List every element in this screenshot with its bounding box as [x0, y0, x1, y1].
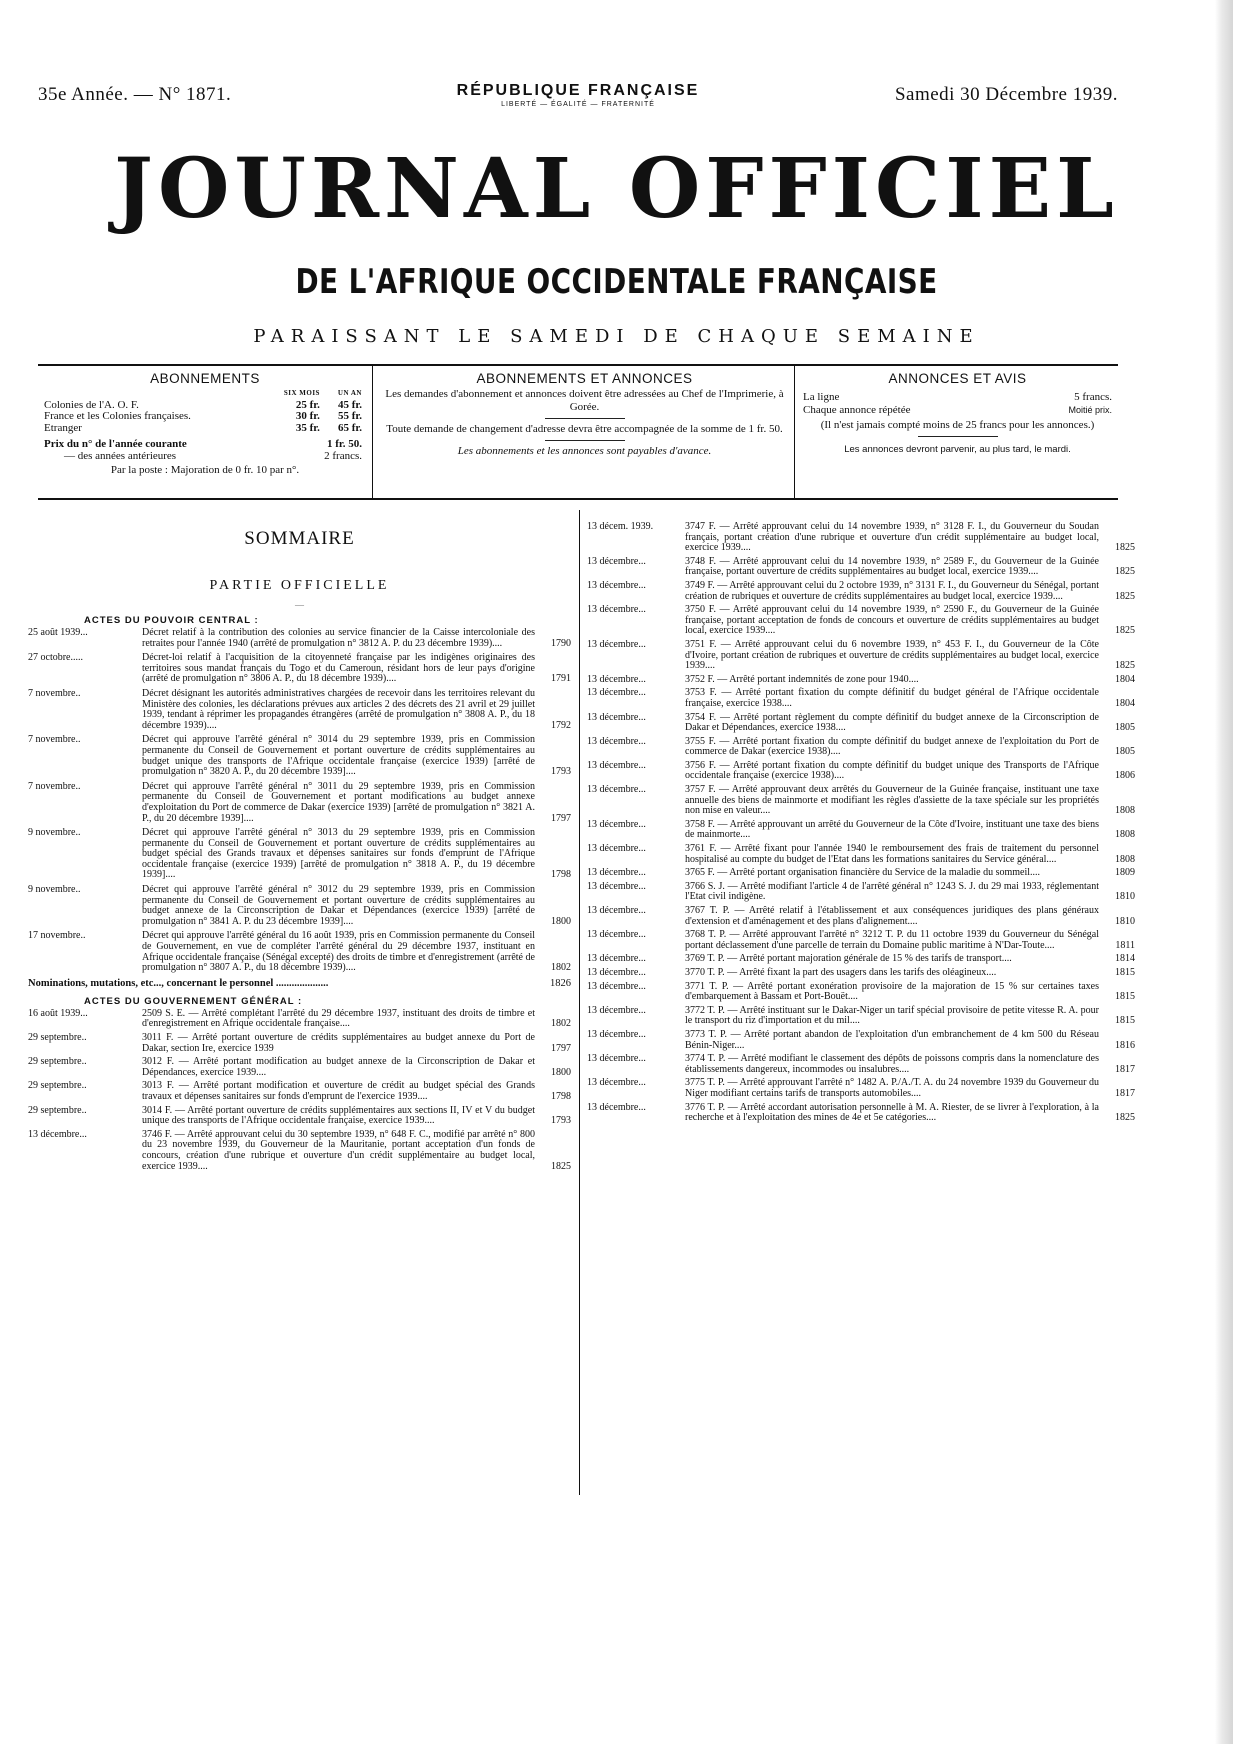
sommaire-entry	[587, 1030, 1135, 1051]
abo-row: Etranger 35 fr. 65 fr.	[44, 421, 362, 434]
abo-annonces-address: Les demandes d'abonnement et annonces doivent être adressées au Chef de l'Imprimerie, à Gorée.	[385, 388, 784, 413]
sommaire-entry	[587, 868, 1135, 879]
entry-page: 1825	[1115, 566, 1135, 578]
entry-text: Décret-loi relatif à l'acquisition de la citoyenneté française par les indigènes originaires des territoires sous mandat français du Togo et du Cameroun, résidant hors de leur pays d'origine (arrêté de promulgation n° 3806 A. P., du 18 décembre 1939)....	[142, 652, 535, 685]
entry-page: 1810	[1115, 891, 1135, 903]
annonces-avis-box	[797, 366, 1118, 498]
entry-text: 2509 S. E. — Arrêté complétant l'arrêté du 29 décembre 1937, instituant des droits de timbre et d'enregistrement en Afrique occidentale française....	[142, 1007, 535, 1030]
entry-date: 29 septembre..	[28, 1080, 87, 1092]
sommaire-title: SOMMAIRE	[244, 528, 355, 549]
entry-text: 3761 F. — Arrêté fixant pour l'année 1940 le remboursement des frais de traitement du personnel hospitalisé au compte du budget de l'Etat dans les formations sanitaires du Service général....	[685, 843, 1099, 865]
entry-page: 1809	[1115, 867, 1135, 879]
entry-date: 17 novembre..	[28, 930, 86, 942]
entry-text: 3768 T. P. — Arrêté approuvant l'arrêté n° 3212 T. P. du 11 octobre 1939 du Gouverneur du Sénégal portant déclassement d'une parcelle de terrain du Domaine public maritime à N'Dar-Toute....	[685, 929, 1099, 951]
entry-text: 3012 F. — Arrêté portant modification au budget annexe de la Circonscription de Dakar et Dépendances, exercice 1939....	[142, 1056, 535, 1078]
entry-date: 13 décembre...	[587, 759, 646, 771]
sommaire-left-column	[28, 520, 571, 1175]
entry-date: 7 novembre..	[28, 687, 81, 699]
sommaire-entry	[587, 930, 1135, 951]
entry-date: 13 décem. 1939.	[587, 521, 654, 532]
entry-text: 3767 T. P. — Arrêté relatif à l'établissement et aux conséquences juridiques des plans généraux d'extension et d'aménagement et des plans d'alignement....	[685, 905, 1099, 927]
right-column-list	[587, 522, 1135, 1124]
entry-page: 1815	[1115, 991, 1135, 1003]
sommaire-entry	[28, 1009, 571, 1030]
subscription-bar	[38, 364, 1118, 500]
entry-page: 1825	[1115, 542, 1135, 554]
entry-date: 13 décembre...	[587, 604, 646, 616]
sommaire-entry	[28, 653, 571, 685]
sommaire-entry	[28, 828, 571, 881]
entry-text: 3770 T. P. — Arrêté fixant la part des usagers dans les tarifs des oléagineux....	[685, 966, 997, 978]
republic-motto: LIBERTÉ — ÉGALITÉ — FRATERNITÉ	[501, 101, 655, 108]
entry-page: 1817	[1115, 1063, 1135, 1075]
annonces-avis-title: ANNONCES ET AVIS	[888, 371, 1027, 386]
abo-row: France et les Colonies françaises. 30 fr. 55 fr.	[44, 410, 362, 422]
entry-page: 1814	[1115, 953, 1135, 965]
entry-text: 3748 F. — Arrêté approuvant celui du 14 novembre 1939, n° 2589 F., du Gouverneur de la Guinée française, portant ouverture de crédits supplémentaires au budget local, exercice 1939....	[685, 555, 1099, 578]
sommaire-entry	[587, 557, 1135, 578]
sommaire-entry	[28, 885, 571, 927]
entry-page: 1806	[1115, 770, 1135, 782]
entry-text: 3754 F. — Arrêté portant règlement du compte définitif du budget annexe de la Circonscription de Dakar et Dépendances, exercice 1938....	[685, 711, 1099, 734]
sommaire-entry	[587, 844, 1135, 865]
partie-officielle-heading: PARTIE OFFICIELLE	[209, 578, 390, 593]
sommaire-entry	[28, 628, 571, 649]
entry-text: 3772 T. P. — Arrêté instituant sur le Dakar-Niger un tarif spécial provisoire de petite vitesse R. A. pour le transport du riz d'importation et du mil....	[685, 1004, 1099, 1027]
sommaire-entry	[587, 1078, 1135, 1099]
republic-title: RÉPUBLIQUE FRANÇAISE	[456, 82, 700, 99]
entry-text: 3747 F. — Arrêté approuvant celui du 14 novembre 1939, n° 3128 F. I., du Gouverneur du Soudan français, portant création d'une rubrique et ouverture d'un crédit supplémentaire au budget local, exercice 1939....	[685, 521, 1099, 554]
entry-page: 1804	[1115, 673, 1135, 685]
entry-text: 3013 F. — Arrêté portant modification et ouverture de crédit au budget spécial des Grands travaux et dépenses sanitaires sur fonds d'emprunt de l'exercice 1939....	[142, 1080, 535, 1102]
entry-page: 1797	[551, 1042, 571, 1054]
entry-text: Décret désignant les autorités administratives chargées de recevoir dans les territoires relevant du Ministère des colonies, les déclarations prévues aux articles 2 des décrets des 21 avril et 29 juillet 1939, tendant à réprimer les propagandes étrangères (arrêté de promulgation n° 3808 A. P., du 18 décembre 1939)....	[142, 687, 535, 731]
entry-date: 9 novembre..	[28, 827, 81, 839]
entry-text: 3765 F. — Arrêté portant organisation financière du Service de la maladie du sommeil....	[685, 867, 1041, 879]
entry-date: 13 décembre...	[587, 1004, 646, 1016]
abo-annonces-box	[375, 366, 795, 498]
entry-text: 3771 T. P. — Arrêté portant exonération provisoire de la majoration de 15 % sur certaines taxes d'embarquement à Bassam et Port-Bouët....	[685, 980, 1099, 1003]
entry-page: 1798	[551, 1090, 571, 1102]
entry-page: 1825	[551, 1160, 571, 1172]
sommaire-entry	[28, 1130, 571, 1172]
header-line	[38, 84, 1118, 124]
pouvoir-central-list	[28, 628, 571, 974]
sommaire-entry	[28, 1106, 571, 1127]
entry-date: 13 décembre...	[587, 1028, 646, 1040]
entry-text: 3752 F. — Arrêté portant indemnités de zone pour 1940....	[685, 673, 919, 685]
entry-date: 13 décembre...	[587, 843, 646, 855]
sommaire-entry	[587, 605, 1135, 637]
entry-text: 3758 F. — Arrêté approuvant un arrêté du Gouverneur de la Côte d'Ivoire, instituant une taxe des biens de mainmorte....	[685, 818, 1099, 841]
entry-date: 13 décembre...	[28, 1128, 87, 1140]
ornament: —	[295, 600, 304, 610]
entry-date: 13 décembre...	[587, 673, 646, 685]
section-pouvoir-central: ACTES DU POUVOIR CENTRAL :	[84, 615, 259, 626]
sommaire-entry	[587, 522, 1135, 554]
entry-text: 3755 F. — Arrêté portant fixation du compte définitif du budget annexe de l'exploitation du Port de commerce de Dakar (exercice 1938)....	[685, 735, 1099, 758]
sommaire-entry	[28, 782, 571, 824]
entry-page: 1815	[1115, 1015, 1135, 1027]
entry-page: 1802	[551, 962, 571, 974]
entry-text: Décret qui approuve l'arrêté général n° 3012 du 29 septembre 1939, pris en Commission permanente du Conseil de Gouvernement et portant ouverture de crédits supplémentaires au budget annexe de la Circonscription de Dakar et Dépendances (exercice 1939) [arrêté de promulgation n° 3841 A. P. du 23 décembre 1939]....	[142, 884, 535, 927]
entry-date: 13 décembre...	[587, 929, 646, 941]
entry-date: 13 décembre...	[587, 880, 646, 892]
entry-page: 1805	[1115, 722, 1135, 734]
entry-date: 13 décembre...	[587, 711, 646, 723]
entry-page: 1800	[551, 1066, 571, 1078]
entry-date: 29 septembre..	[28, 1032, 87, 1043]
entry-text: 3774 T. P. — Arrêté modifiant le classement des dépôts de poissons compris dans la nomenclature des établissements dangereux, incommodes ou insalubres....	[685, 1053, 1099, 1075]
sommaire-entry	[28, 1081, 571, 1102]
entry-page: 1811	[1115, 939, 1135, 951]
entry-page: 1790	[551, 637, 571, 649]
entry-page: 1816	[1115, 1039, 1135, 1051]
entry-date: 27 octobre.....	[28, 652, 83, 664]
entry-page: 1808	[1115, 829, 1135, 841]
masthead-title: JOURNAL OFFICIEL	[114, 141, 1119, 237]
sommaire-entry	[587, 1054, 1135, 1075]
entry-date: 29 septembre..	[28, 1056, 87, 1068]
nominations-entry: Nominations, mutations, etc..., concernant le personnel .................... 1826	[28, 977, 571, 989]
entry-text: 3776 T. P. — Arrêté accordant autorisation personnelle à M. A. Riester, de se livrer à l'exploration, à la recherche et à l'exploitation des mines de 4e et 5e catégories....	[685, 1101, 1099, 1124]
sommaire-entry	[587, 820, 1135, 841]
entry-date: 13 décembre...	[587, 784, 646, 796]
entry-page: 1825	[1115, 625, 1135, 637]
entry-date: 7 novembre..	[28, 734, 81, 746]
entry-date: 13 décembre...	[587, 966, 646, 978]
entry-date: 13 décembre...	[587, 1101, 646, 1113]
entry-page: 1817	[1115, 1087, 1135, 1099]
entry-page: 1791	[551, 673, 571, 685]
entry-text: 3757 F. — Arrêté approuvant deux arrêtés du Gouverneur de la Guinée française, instituant une taxe annuelle des biens de mainmorte et modifiant les règles d'assiette de la taxe spéciale sur les propriétés non mise en valeur....	[685, 784, 1099, 817]
entry-text: Décret qui approuve l'arrêté général n° 3011 du 29 septembre 1939, pris en Commission permanente du Conseil de Gouvernement et portant modifications au budget annexe d'exploitation du Port de commerce de Dakar (exercice 1939) [arrêté de promulgation n° 3821 A. P., du 20 décembre 1939]....	[142, 780, 535, 824]
entry-date: 13 décembre...	[587, 818, 646, 830]
entry-page: 1808	[1115, 853, 1135, 865]
entry-page: 1804	[1115, 697, 1135, 709]
entry-date: 13 décembre...	[587, 867, 646, 879]
entry-text: 3766 S. J. — Arrêté modifiant l'article 4 de l'arrêté général n° 1243 S. J. du 29 mai 1933, réglementant l'Etat civil indigène.	[685, 880, 1099, 903]
sommaire-entry	[587, 737, 1135, 758]
abo-annonces-change: Toute demande de changement d'adresse devra être accompagnée de la somme de 1 fr. 50.	[386, 423, 783, 435]
sommaire-entry	[28, 1057, 571, 1078]
repetee-row: Chaque annonce répétée Moitié prix.	[803, 404, 1112, 416]
entry-page: 1825	[1115, 660, 1135, 672]
entry-date: 13 décembre...	[587, 953, 646, 965]
entry-text: Décret qui approuve l'arrêté général du 16 août 1939, pris en Commission permanente du Conseil de Gouvernement, en vue de compléter l'arrêté général du 29 décembre 1937, instituant en Afrique occidentale française (Sénégal excepté) des droits de timbre et d'enregistrement (arrêté de promulgation n° 3807 A. P., du 18 décembre 1939)....	[142, 930, 535, 974]
sommaire-entry	[587, 906, 1135, 927]
ligne-row: La ligne 5 francs.	[803, 391, 1112, 403]
entry-page: 1810	[1115, 915, 1135, 927]
sommaire-entry	[587, 954, 1135, 965]
entry-date: 7 novembre..	[28, 780, 81, 792]
sommaire-entry	[587, 713, 1135, 734]
entry-page: 1808	[1115, 805, 1135, 817]
sommaire-entry	[28, 735, 571, 777]
sommaire-entry	[587, 675, 1135, 686]
sommaire-entry	[587, 640, 1135, 672]
entry-text: 3769 T. P. — Arrêté portant majoration générale de 15 % des tarifs de transport....	[685, 953, 1012, 965]
entry-text: 3773 T. P. — Arrêté portant abandon de l'exploitation d'un embranchement de 4 km 500 du Réseau Bénin-Niger....	[685, 1028, 1099, 1051]
abo-row: Colonies de l'A. O. F. 25 fr. 45 fr.	[44, 398, 362, 411]
sommaire-entry	[587, 882, 1135, 903]
entry-text: 3751 F. — Arrêté approuvant celui du 6 novembre 1939, n° 453 F. I., du Gouverneur de la Côte d'Ivoire, portant création de rubriques et ouverture de crédits supplémentaires au budget local, exercice 1939....	[685, 638, 1099, 672]
entry-page: 1800	[551, 915, 571, 927]
entry-date: 25 août 1939...	[28, 627, 88, 638]
sommaire-entry	[28, 931, 571, 973]
entry-date: 29 septembre..	[28, 1104, 87, 1116]
entry-date: 13 décembre...	[587, 980, 646, 992]
entry-text: 3750 F. — Arrêté approuvant celui du 14 novembre 1939, n° 2590 F., du Gouverneur de la Guinée française, portant acceptation de fonds de concours et ouverture de crédits supplémentaires au budget local, exercice 1939....	[685, 604, 1099, 637]
entry-page: 1802	[551, 1018, 571, 1030]
entry-page: 1792	[551, 719, 571, 731]
sommaire-right-column	[587, 522, 1135, 1127]
entry-date: 13 décembre...	[587, 579, 646, 591]
entry-page: 1825	[1115, 1112, 1135, 1124]
entry-text: 3746 F. — Arrêté approuvant celui du 30 septembre 1939, n° 648 F. C., modifié par arrêté n° 800 du 23 novembre 1939, du Gouverneur de la Mauritanie, portant acceptation d'un fonds de concours, création d'une rubrique et ouverture d'un crédit supplémentaire au budget local, exercice 1939....	[142, 1128, 535, 1172]
sommaire-entry	[587, 688, 1135, 709]
entry-text: 3753 F. — Arrêté portant fixation du compte définitif du budget général de l'Afrique occidentale française, exercice 1938....	[685, 687, 1099, 709]
entry-text: Décret qui approuve l'arrêté général n° 3014 du 29 septembre 1939, pris en Commission permanente du Conseil de Gouvernement et portant ouverture de crédits supplémentaires au budget unique des transports de l'Afrique occidentale française (exercice 1939) [arrêté de promulgation n° 3820 A. P., du 20 décembre 1939]....	[142, 734, 535, 778]
sommaire-entry	[28, 1033, 571, 1054]
entry-date: 13 décembre...	[587, 638, 646, 650]
masthead-tagline: PARAISSANT LE SAMEDI DE CHAQUE SEMAINE	[253, 326, 980, 347]
entry-text: 3011 F. — Arrêté portant ouverture de crédits supplémentaires au budget annexe du Port de Dakar, section Ire, exercice 1939	[142, 1032, 535, 1054]
masthead-subtitle: DE L'AFRIQUE OCCIDENTALE FRANÇAISE	[295, 262, 938, 302]
entry-date: 9 novembre..	[28, 884, 81, 896]
entry-date: 16 août 1939...	[28, 1007, 88, 1019]
entry-page: 1805	[1115, 746, 1135, 758]
entry-page: 1825	[1115, 590, 1135, 602]
entry-date: 13 décembre...	[587, 687, 646, 699]
entry-date: 13 décembre...	[587, 555, 646, 567]
sommaire-entry	[587, 1006, 1135, 1027]
scan-edge-shadow	[1215, 0, 1233, 1744]
abonnements-box	[38, 366, 373, 498]
entry-page: 1797	[551, 812, 571, 824]
prix-row: Prix du n° de l'année courante 1 fr. 50.	[44, 438, 362, 450]
section-gouvernement-general: ACTES DU GOUVERNEMENT GÉNÉRAL :	[84, 995, 303, 1007]
entry-date: 13 décembre...	[587, 735, 646, 747]
sommaire-entry	[587, 785, 1135, 817]
entry-text: 3749 F. — Arrêté approuvant celui du 2 octobre 1939, n° 3131 F. I., du Gouverneur du Sénégal, portant création de rubriques et ouverture de crédits supplémentaires au budget local, exercice 1939....	[685, 579, 1099, 602]
column-divider	[579, 510, 580, 1495]
entry-text: 3775 T. P. — Arrêté approuvant l'arrêté n° 1482 A. P./A./T. A. du 24 novembre 1939 du Gouverneur du Niger modifiant certains tarifs de transports automobiles....	[685, 1077, 1099, 1099]
abo-annonces-title: ABONNEMENTS ET ANNONCES	[476, 371, 693, 386]
poste-note: Par la poste : Majoration de 0 fr. 10 par n°.	[110, 464, 300, 476]
sommaire-entry	[587, 761, 1135, 782]
entry-text: Décret relatif à la contribution des colonies au service financier de la Caisse intercoloniale des retraites pour l'année 1940 (arrêté de promulgation n° 3812 A. P. du 23 décembre 1939)....	[142, 627, 535, 649]
abonnements-title: ABONNEMENTS	[150, 371, 260, 386]
issue-date: Samedi 30 Décembre 1939.	[894, 84, 1118, 105]
entry-page: 1815	[1115, 966, 1135, 978]
entry-page: 1793	[551, 766, 571, 778]
entry-date: 13 décembre...	[587, 1077, 646, 1089]
sommaire-entry	[587, 581, 1135, 602]
entry-text: Décret qui approuve l'arrêté général n° 3013 du 29 septembre 1939, pris en Commission permanente du Conseil de Gouvernement et portant ouverture de crédits supplémentaires au budget spécial des Grands travaux et dépenses sanitaires sur fonds d'emprunt de l'Afrique occidentale française (exercice 1939) [arrêté de promulgation n° 3818 A. P., du 19 décembre 1939]....	[142, 827, 535, 881]
issue-number: 35e Année. — N° 1871.	[38, 84, 232, 105]
entry-page: 1793	[551, 1115, 571, 1127]
prix-row: — des années antérieures 2 francs.	[64, 449, 362, 462]
entry-text: 3014 F. — Arrêté portant ouverture de crédits supplémentaires aux sections II, IV et V du budget unique des transports de l'Afrique occidentale française, exercice 1939....	[142, 1104, 535, 1127]
gouvernement-general-list	[28, 1009, 571, 1172]
entry-page: 1798	[551, 869, 571, 881]
entry-date: 13 décembre...	[587, 905, 646, 916]
sommaire-entry	[587, 1103, 1135, 1124]
abo-annonces-payable: Les abonnements et les annonces sont payables d'avance.	[457, 445, 712, 457]
entry-text: 3756 F. — Arrêté portant fixation du compte définitif du budget unique des Transports de l'Afrique occidentale française (exercice 1938)....	[685, 759, 1099, 782]
sommaire-entry	[587, 968, 1135, 979]
sommaire-entry	[587, 982, 1135, 1003]
entry-date: 13 décembre...	[587, 1053, 646, 1065]
abonnements-table: SIX MOIS UN AN Colonies de l'A. O. F. 25 fr. 45 fr. France et les Colonies françaises. 30 fr. 55 fr. Etranger 35 fr. 65 fr. Prix du n° de l'année courante 1 fr. 50. — des années antérieures 2 francs.	[44, 388, 366, 462]
annonces-delai: Les annonces devront parvenir, au plus tard, le mardi.	[844, 444, 1071, 455]
sommaire-entry	[28, 689, 571, 731]
annonces-note: (Il n'est jamais compté moins de 25 francs pour les annonces.)	[820, 419, 1095, 431]
